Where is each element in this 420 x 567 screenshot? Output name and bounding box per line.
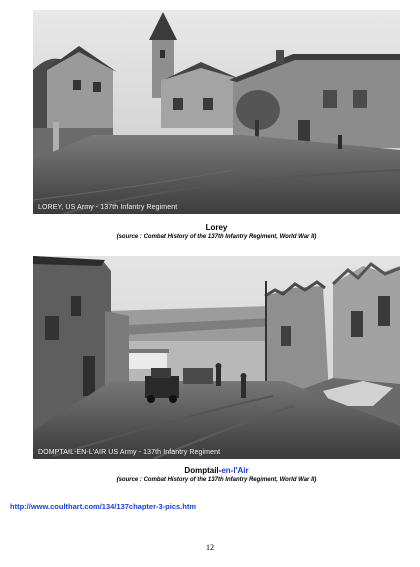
domptail-caption [33,466,400,484]
lorey-photo-label: LOREY, US Army - 137th Infantry Regiment [38,204,178,211]
lorey-caption-title: Lorey [205,223,228,232]
domptail-caption-source: (source : Combat History of the 137th Infantry Regiment, World War II) [116,477,317,483]
lorey-photo-graphic [33,10,400,214]
domptail-caption-title [33,466,400,476]
page-number: 12 [206,543,214,552]
domptail-photo-label: DOMPTAIL-EN-L'AIR US Army - 137th Infantry Regiment [38,449,221,456]
lorey-caption-source: (source : Combat History of the 137th Infantry Regiment, World War II) [116,234,317,240]
lorey-photo [33,10,400,214]
source-link[interactable]: http://www.coulthart.com/134/137chapter-3-pics.htm [10,502,197,511]
domptail-caption-title-blue: en-l'Air [221,466,249,475]
domptail-caption-title-black: Domptail- [184,466,222,475]
lorey-caption [33,223,400,241]
domptail-photo [33,256,400,459]
domptail-photo-graphic [33,256,400,459]
